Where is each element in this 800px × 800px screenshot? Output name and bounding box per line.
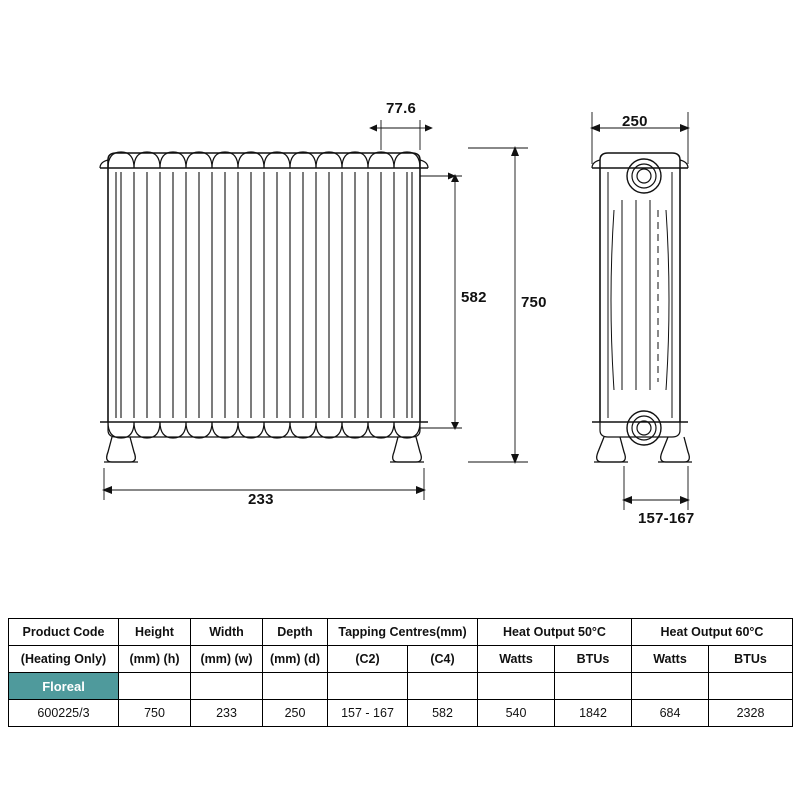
specification-table [8,618,792,727]
dim-label-depth: 250 [622,113,648,130]
header-width-unit: (mm) (w) [191,646,263,673]
title-blank-5 [408,673,478,700]
dim-label-tapping-c2: 157-167 [638,510,695,527]
value-height: 750 [119,700,191,727]
header-depth-unit: (mm) (d) [263,646,328,673]
header-heating-only: (Heating Only) [9,646,119,673]
value-watts-50: 540 [478,700,555,727]
title-blank-9 [709,673,793,700]
dim-label-tapping-c4: 582 [461,289,487,306]
table-header-row-1 [9,619,793,646]
header-depth: Depth [263,619,328,646]
value-c4: 582 [408,700,478,727]
value-product-code: 600225/3 [9,700,119,727]
dim-label-width: 233 [248,491,274,508]
value-watts-60: 684 [632,700,709,727]
table-product-title-row [9,673,793,700]
title-blank-3 [263,673,328,700]
value-btus-50: 1842 [555,700,632,727]
value-width: 233 [191,700,263,727]
title-blank-6 [478,673,555,700]
header-c4: (C4) [408,646,478,673]
value-c2: 157 - 167 [328,700,408,727]
spec-table [8,618,793,727]
header-btus-50: BTUs [555,646,632,673]
title-blank-1 [119,673,191,700]
dim-label-section-width: 77.6 [386,100,416,117]
header-heat-output-60: Heat Output 60°C [632,619,793,646]
table-row [9,700,793,727]
product-name-cell: Floreal [9,673,119,700]
title-blank-8 [632,673,709,700]
header-height: Height [119,619,191,646]
header-tapping-centres: Tapping Centres(mm) [328,619,478,646]
header-c2: (C2) [328,646,408,673]
header-btus-60: BTUs [709,646,793,673]
title-blank-2 [191,673,263,700]
title-blank-4 [328,673,408,700]
title-blank-7 [555,673,632,700]
header-watts-50: Watts [478,646,555,673]
value-btus-60: 2328 [709,700,793,727]
header-product-code: Product Code [9,619,119,646]
header-heat-output-50: Heat Output 50°C [478,619,632,646]
dim-label-height: 750 [521,294,547,311]
header-watts-60: Watts [632,646,709,673]
value-depth: 250 [263,700,328,727]
header-width: Width [191,619,263,646]
table-header-row-2 [9,646,793,673]
header-height-unit: (mm) (h) [119,646,191,673]
